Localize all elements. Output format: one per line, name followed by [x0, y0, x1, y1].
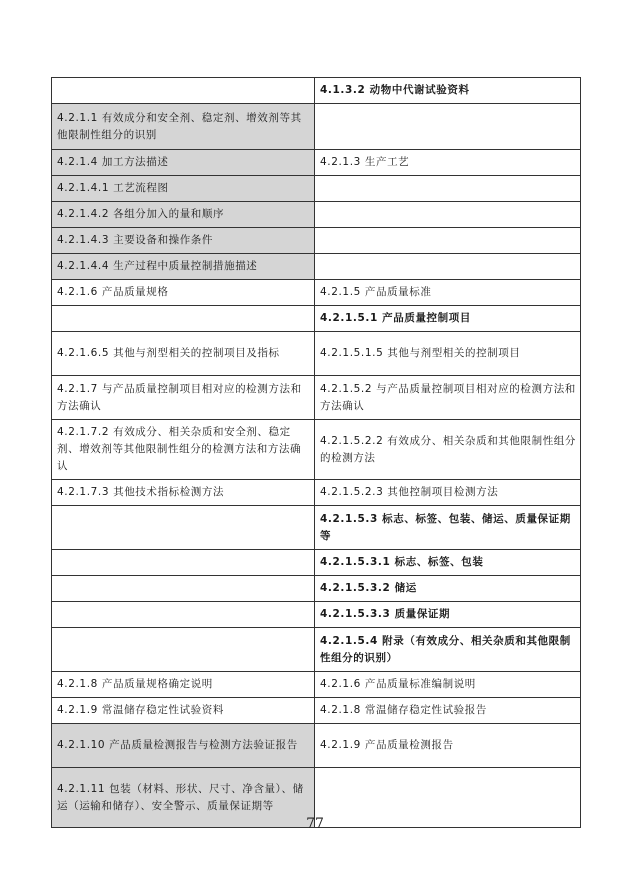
table-cell-left: 4.2.1.11 包装（材料、形状、尺寸、净含量）、储运（运输和储存）、安全警示、质量保证期等: [52, 768, 315, 828]
table-cell-right: 4.2.1.8 常温储存稳定性试验报告: [315, 698, 581, 724]
table-cell-right: [315, 228, 581, 254]
table-cell-right: 4.2.1.5.2.2 有效成分、相关杂质和其他限制性组分的检测方法: [315, 420, 581, 480]
table-cell-left: 4.2.1.4.1 工艺流程图: [52, 176, 315, 202]
table-cell-left: 4.2.1.9 常温储存稳定性试验资料: [52, 698, 315, 724]
table-cell-left: [52, 628, 315, 672]
table-cell-right: 4.2.1.5.3.1 标志、标签、包装: [315, 550, 581, 576]
table-cell-right: 4.2.1.9 产品质量检测报告: [315, 724, 581, 768]
table-cell-right: 4.2.1.5.3.2 储运: [315, 576, 581, 602]
table-row: [52, 104, 581, 150]
table-row: [52, 332, 581, 376]
table-cell-right: [315, 176, 581, 202]
table-cell-right: 4.2.1.5.2.3 其他控制项目检测方法: [315, 480, 581, 506]
table-row: [52, 724, 581, 768]
table-cell-left: 4.2.1.4 加工方法描述: [52, 150, 315, 176]
table-cell-right: [315, 254, 581, 280]
table-cell-right: 4.2.1.5 产品质量标准: [315, 280, 581, 306]
table-cell-left: 4.2.1.4.3 主要设备和操作条件: [52, 228, 315, 254]
table-cell-left: [52, 78, 315, 104]
table-row: [52, 202, 581, 228]
table-row: [52, 480, 581, 506]
table-cell-right: [315, 104, 581, 150]
table-cell-left: 4.2.1.1 有效成分和安全剂、稳定剂、增效剂等其他限制性组分的识别: [52, 104, 315, 150]
table-row: [52, 420, 581, 480]
table-cell-left: 4.2.1.4.2 各组分加入的量和顺序: [52, 202, 315, 228]
table-cell-right: 4.2.1.5.3.3 质量保证期: [315, 602, 581, 628]
table-cell-right: 4.2.1.5.1.5 其他与剂型相关的控制项目: [315, 332, 581, 376]
table-row: [52, 506, 581, 550]
table-row: [52, 576, 581, 602]
table-row: [52, 280, 581, 306]
table-row: [52, 254, 581, 280]
table-cell-left: 4.2.1.7.3 其他技术指标检测方法: [52, 480, 315, 506]
comparison-table: [51, 77, 581, 828]
table-cell-left: [52, 506, 315, 550]
table-cell-left: 4.2.1.4.4 生产过程中质量控制措施描述: [52, 254, 315, 280]
table-cell-left: [52, 550, 315, 576]
table-cell-left: 4.2.1.10 产品质量检测报告与检测方法验证报告: [52, 724, 315, 768]
table-row: [52, 672, 581, 698]
table-row: [52, 628, 581, 672]
table-cell-right: 4.2.1.5.2 与产品质量控制项目相对应的检测方法和方法确认: [315, 376, 581, 420]
table-row: [52, 176, 581, 202]
table-cell-right: 4.2.1.5.4 附录（有效成分、相关杂质和其他限制性组分的识别）: [315, 628, 581, 672]
table-cell-left: 4.2.1.6 产品质量规格: [52, 280, 315, 306]
table-row: [52, 150, 581, 176]
table-cell-right: 4.2.1.5.1 产品质量控制项目: [315, 306, 581, 332]
table-row: [52, 698, 581, 724]
table-cell-right: [315, 202, 581, 228]
table-row: [52, 550, 581, 576]
table-cell-right: 4.1.3.2 动物中代谢试验资料: [315, 78, 581, 104]
page-number: 77: [306, 816, 324, 832]
table-cell-left: 4.2.1.8 产品质量规格确定说明: [52, 672, 315, 698]
table-cell-right: 4.2.1.5.3 标志、标签、包装、储运、质量保证期等: [315, 506, 581, 550]
table-row: [52, 78, 581, 104]
table-row: [52, 306, 581, 332]
table-row: [52, 376, 581, 420]
table-cell-left: 4.2.1.7 与产品质量控制项目相对应的检测方法和方法确认: [52, 376, 315, 420]
table-row: [52, 602, 581, 628]
table-cell-left: [52, 602, 315, 628]
table-cell-left: [52, 576, 315, 602]
table-cell-left: [52, 306, 315, 332]
table-cell-left: 4.2.1.7.2 有效成分、相关杂质和安全剂、稳定剂、增效剂等其他限制性组分的检测方法和方法确认: [52, 420, 315, 480]
table-cell-right: 4.2.1.3 生产工艺: [315, 150, 581, 176]
table-cell-left: 4.2.1.6.5 其他与剂型相关的控制项目及指标: [52, 332, 315, 376]
table-row: [52, 228, 581, 254]
table-cell-right: 4.2.1.6 产品质量标准编制说明: [315, 672, 581, 698]
